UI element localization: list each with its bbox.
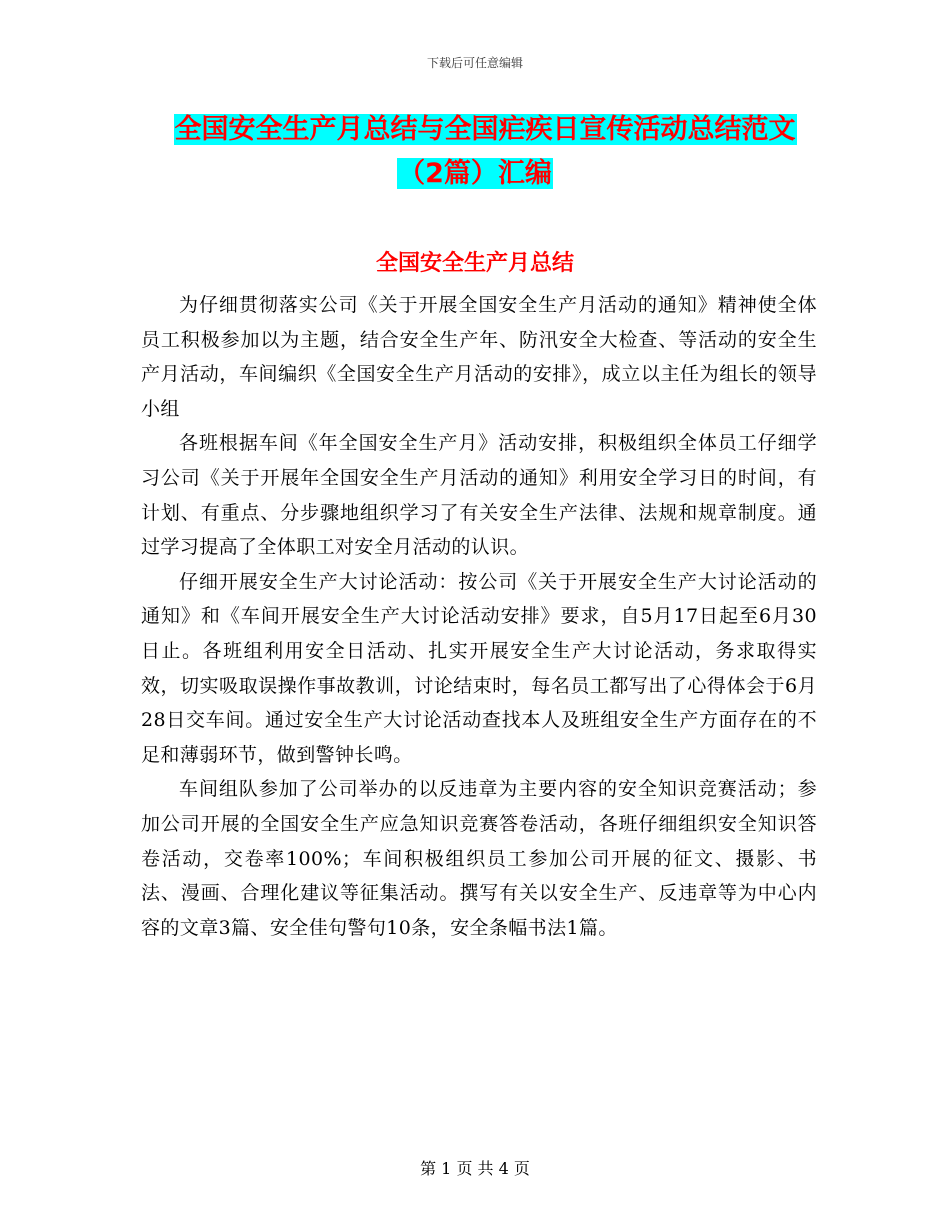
page-number-footer: 第 1 页 共 4 页 (420, 1159, 530, 1178)
document-body (141, 288, 817, 945)
title-highlight-2: （2篇）汇编 (398, 158, 552, 189)
paragraph: 车间组队参加了公司举办的以反违章为主要内容的安全知识竞赛活动；参加公司开展的全国安全生产应急知识竞赛答卷活动，各班仔细组织安全知识答卷活动，交卷率100%；车间积极组织员工参加公司开展的征文、摄影、书法、漫画、合理化建议等征集活动。撰写有关以安全生产、反违章等为中心内容的文章3篇、安全佳句警句10条，安全条幅书法1篇。 (141, 778, 817, 939)
document-title-line-1 (10, 110, 950, 150)
paragraph: 各班根据车间《年全国安全生产月》活动安排，积极组织全体员工仔细学习公司《关于开展年全国安全生产月活动的通知》利用安全学习日的时间，有计划、有重点、分步骤地组织学习了有关安全生产法律、法规和规章制度。通过学习提高了全体职工对安全月活动的认识。 (141, 432, 817, 559)
paragraph: 为仔细贯彻落实公司《关于开展全国安全生产月活动的通知》精神使全体员工积极参加以为主题，结合安全生产年、防汛安全大检查、等活动的安全生产月活动，车间编织《全国安全生产月活动的安排》，成立以主任为组长的领导小组 (141, 294, 817, 420)
title-highlight-1: 全国安全生产月总结与全国疟疾日宣传活动总结范文 (174, 114, 796, 145)
document-title-line-2 (0, 154, 950, 194)
section-title: 全国安全生产月总结 (375, 251, 574, 276)
page-header-note: 下载后可任意编辑 (426, 56, 523, 70)
paragraph: 仔细开展安全生产大讨论活动：按公司《关于开展安全生产大讨论活动的通知》和《车间开展安全生产大讨论活动安排》要求，自5月17日起至6月30日止。各班组利用安全日活动、扎实开展安全生产大讨论活动，务求取得实效，切实吸取误操作事故教训，讨论结束时，每名员工都写出了心得体会于6月28日交车间。通过安全生产大讨论活动查找本人及班组安全生产方面存在的不足和薄弱环节，做到警钟长鸣。 (141, 570, 817, 766)
